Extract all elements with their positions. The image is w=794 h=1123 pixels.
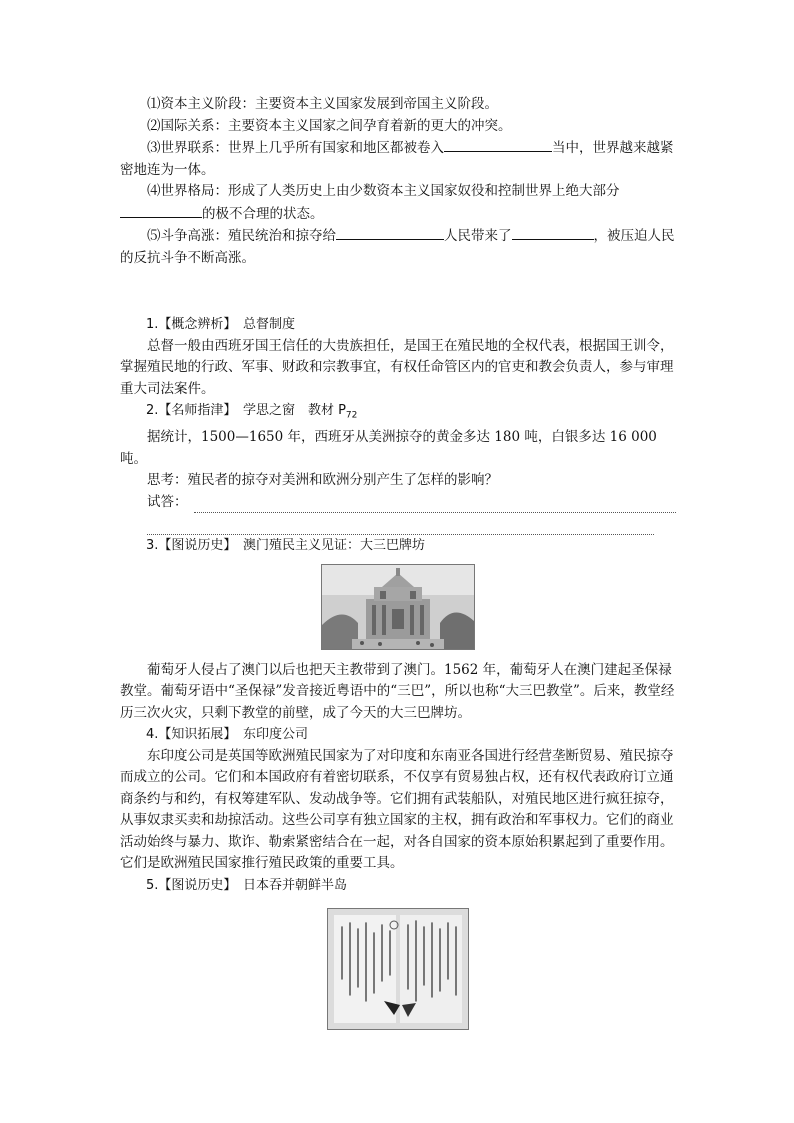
item-2-body: 据统计，1500—1650 年，西班牙从美洲掠夺的黄金多达 180 吨，白银多达 16 000 吨。: [120, 429, 657, 467]
consequence-3: ⑶世界联系：世界上几乎所有国家和地区都被卷入 当中，世界越来越紧密地连为一体。: [120, 137, 676, 181]
document-page: [120, 94, 676, 1030]
ruins-of-st-paul-photo: [321, 564, 475, 650]
item-3-body: 葡萄牙人侵占了澳门以后也把天主教带到了澳门。1562 年，葡萄牙人在澳门建起圣保禄教堂。葡萄牙语中“圣保禄”发音接近粤语中的“三巴”，所以也称“大三巴教堂”。后来，教堂经历三次火灾，只剩下教堂的前壁，成了今天的大三巴牌坊。: [120, 661, 675, 721]
consequence-5: ⑸斗争高涨：殖民统治和掠夺给 人民带来了 ，被压迫人民的反抗斗争不断高涨。: [120, 225, 676, 269]
item-2-question: 思考：殖民者的掠夺对美洲和欧洲分别产生了怎样的影响？: [147, 472, 498, 489]
item-4-body: 东印度公司是英国等欧洲殖民国家为了对印度和东南亚各国进行经营垄断贸易、殖民掠夺而成立的公司。它们和本国政府有着密切联系，不仅享有贸易独占权，还有权代表政府订立通商条约与和约，有权筹建军队、发动战争等。它们拥有武装船队，对殖民地区进行疯狂掠夺，从事奴隶买卖和劫掠活动。这些公司享有独立国家的主权，拥有政治和军事权力。它们的商业活动始终与暴力、欺诈、勒索紧密结合在一起，对各自国家的资本原始积累起到了重要作用。它们是欧洲殖民国家推行殖民政策的重要工具。: [120, 747, 674, 872]
consequence-4: ⑷世界格局：形成了人类历史上由少数资本主义国家奴役和控制世界上绝大部分的极不合理的状态。: [120, 181, 676, 225]
item-4-heading: 4.【知识拓展】 东印度公司: [146, 727, 308, 743]
fill-blank[interactable]: [120, 203, 202, 218]
item-1-body: 总督一般由西班牙国王信任的大贵族担任，是国王在殖民地的全权代表，根据国王训令，掌握殖民地的行政、军事、财政和宗教事宜，有权任命管区内的官吏和教会负责人，参与审理重大司法案件。: [120, 337, 674, 397]
answer-line[interactable]: [147, 513, 654, 535]
item-2-heading: 2.【名师指津】 学思之窗 教材 $P_{72}$: [146, 403, 358, 421]
item-1-heading: 1.【概念辨析】 总督制度: [146, 317, 295, 332]
item-3-heading: 3.【图说历史】 澳门殖民主义见证：大三巴牌坊: [146, 538, 425, 554]
answer-line[interactable]: [194, 499, 677, 513]
item-5-heading: 5.【图说历史】 日本吞并朝鲜半岛: [146, 877, 347, 893]
answer-label: 试答：: [147, 493, 188, 510]
answer-area[interactable]: [120, 492, 676, 514]
fill-blank[interactable]: [444, 137, 552, 152]
fill-blank[interactable]: [512, 225, 594, 240]
consequence-1: ⑴资本主义阶段：主要资本主义国家发展到帝国主义阶段。: [147, 96, 498, 112]
annexation-treaty-document-image: [327, 908, 469, 1030]
fill-blank[interactable]: [336, 225, 444, 240]
consequence-2: ⑵国际关系：主要资本主义国家之间孕育着新的更大的冲突。: [147, 117, 512, 134]
